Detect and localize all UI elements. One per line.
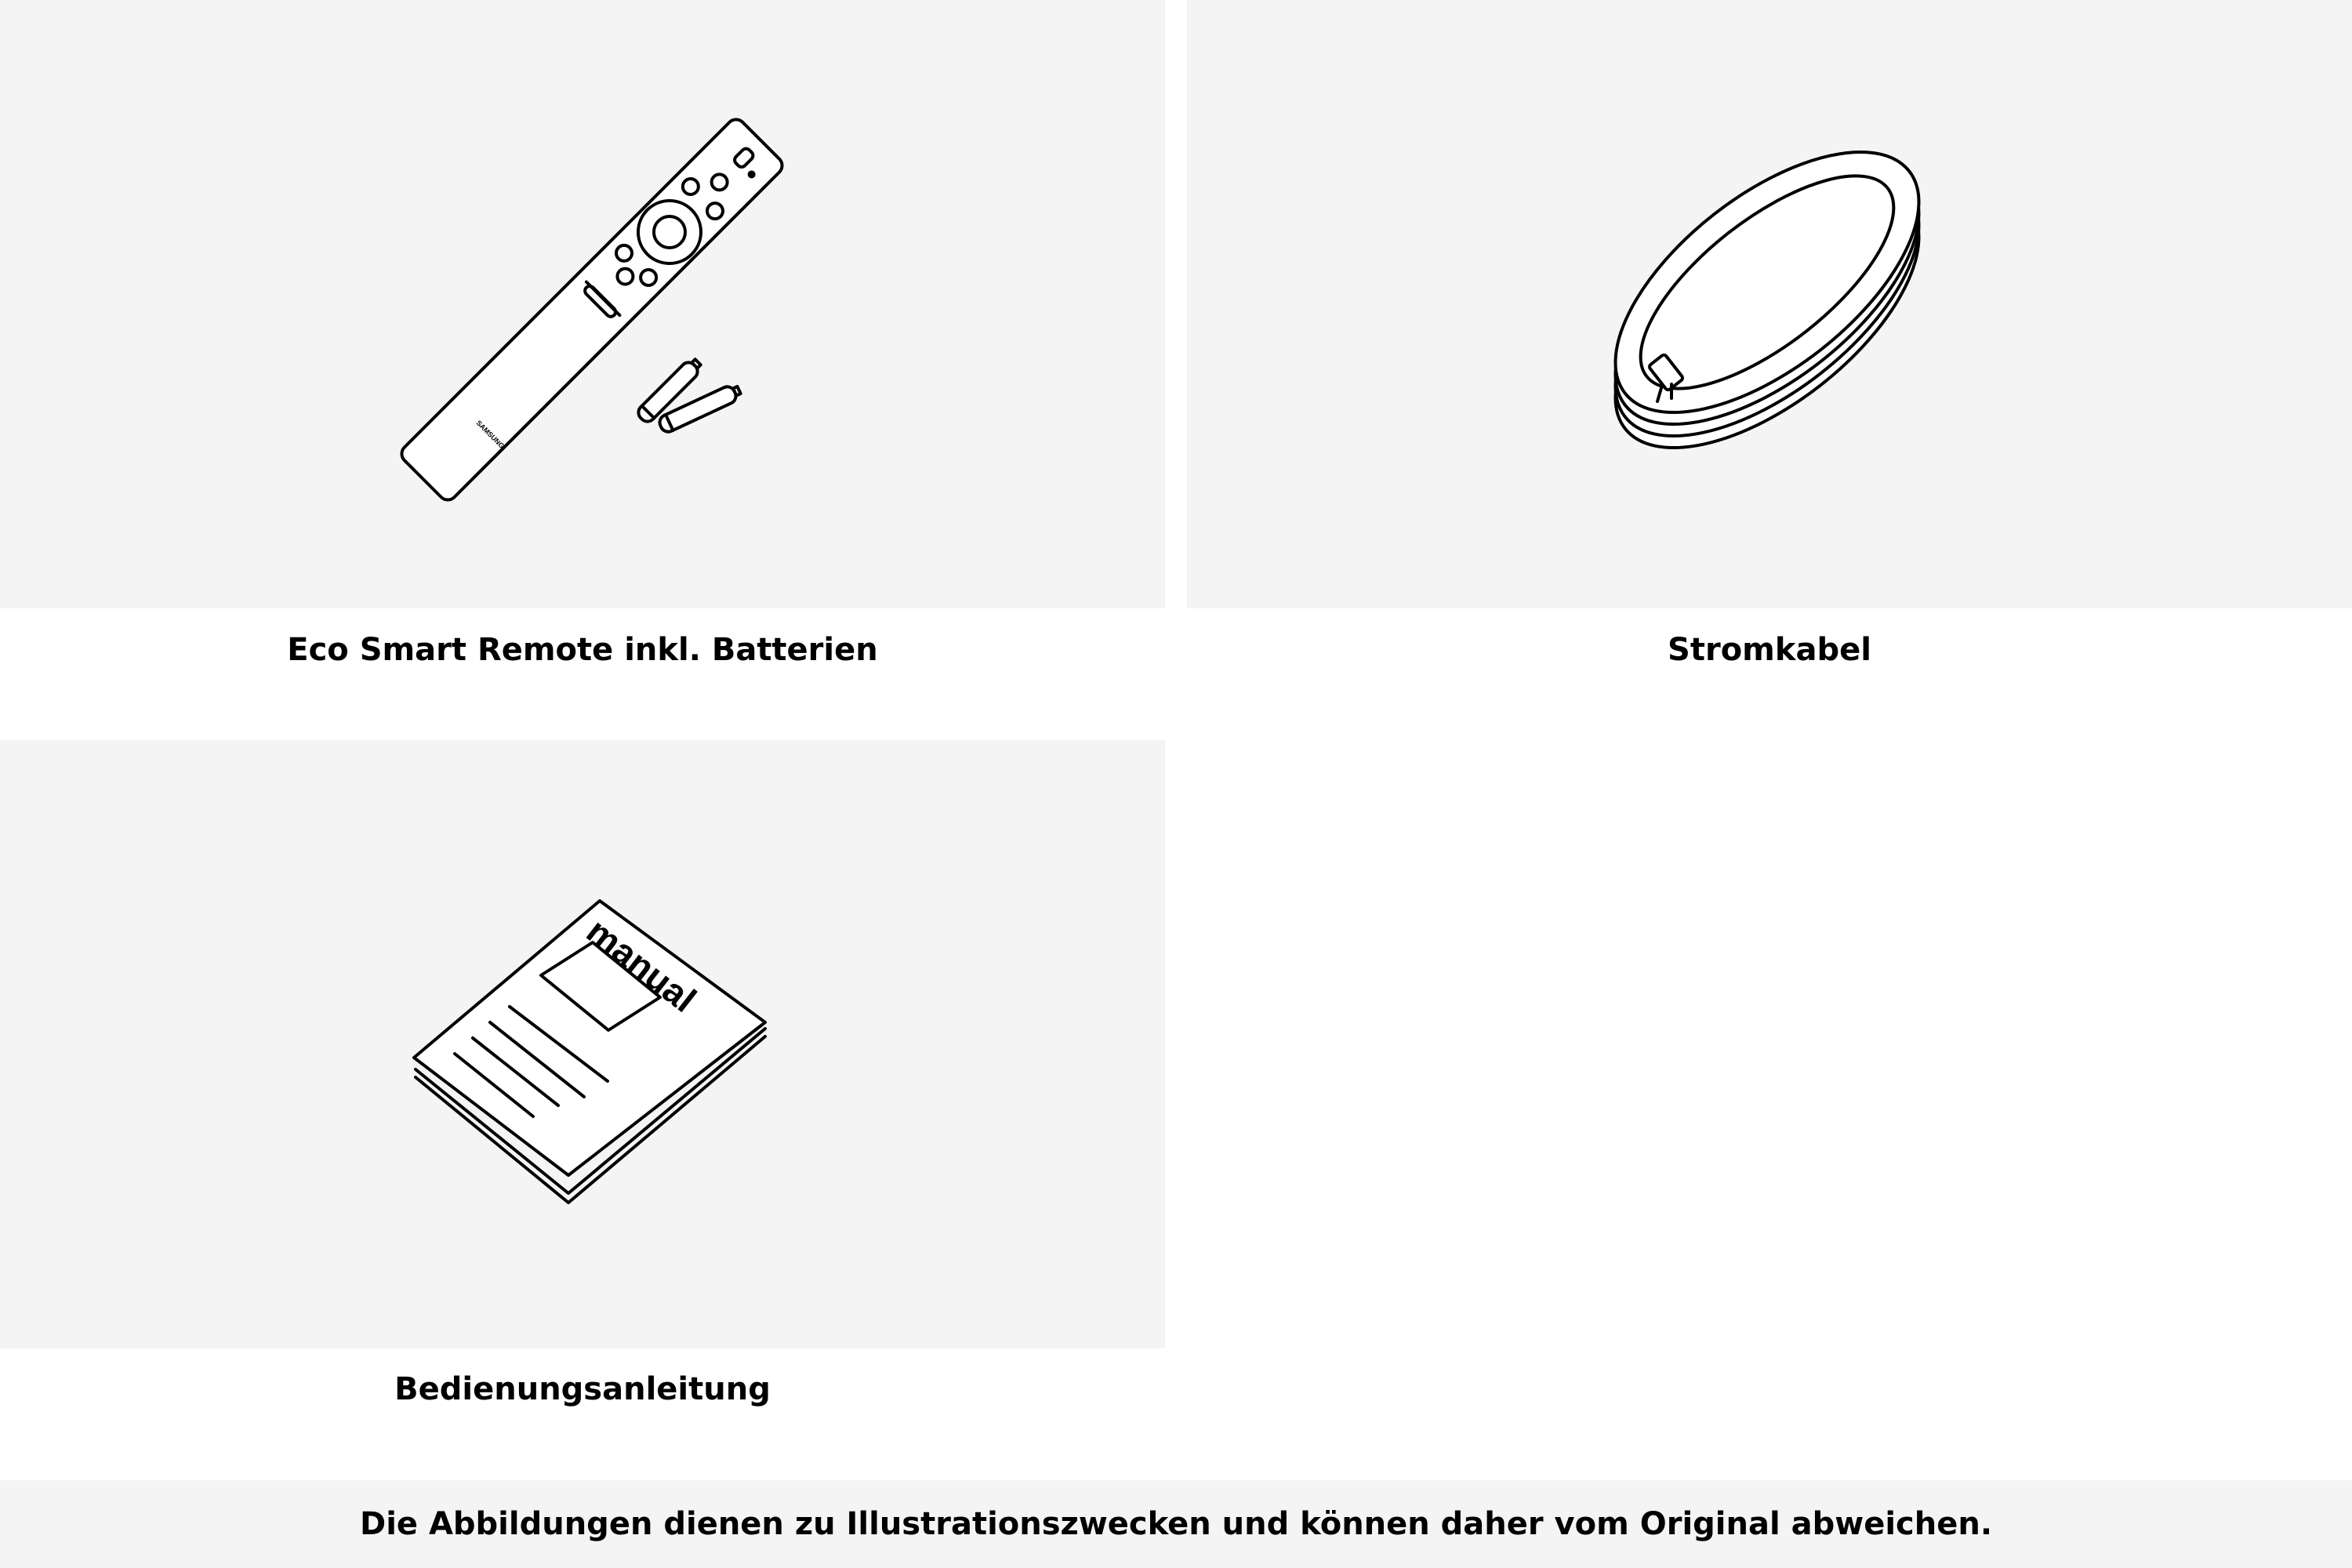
cable-caption: Stromkabel xyxy=(1668,632,1871,668)
disclaimer-text: Die Abbildungen dienen zu Illustrationszwecken und können daher vom Original abweichen. xyxy=(359,1506,1993,1542)
remote-icon xyxy=(398,116,786,504)
cable-tile xyxy=(1187,0,2352,608)
footer-bar xyxy=(0,1480,2352,1568)
manual-cover-text: manual xyxy=(579,909,704,1021)
remote-tile xyxy=(0,0,1165,608)
batteries-icon xyxy=(635,356,742,434)
remote-brand-mark: SAMSUNG xyxy=(474,419,506,450)
cable-illustration xyxy=(1187,0,2352,608)
manual-illustration xyxy=(0,740,1165,1348)
remote-caption: Eco Smart Remote inkl. Batterien xyxy=(287,632,878,668)
manual-caption: Bedienungsanleitung xyxy=(394,1371,771,1407)
remote-illustration xyxy=(0,0,1165,608)
manual-tile xyxy=(0,740,1165,1348)
power-cable-icon xyxy=(1572,103,1962,497)
